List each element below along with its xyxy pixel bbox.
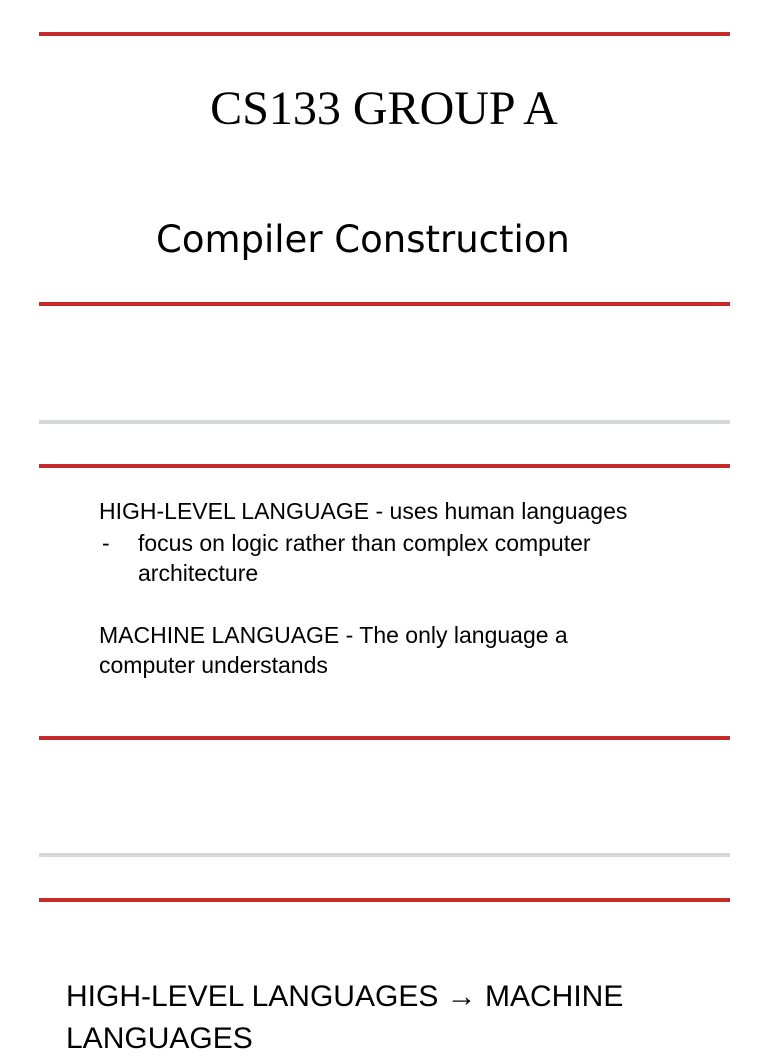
- bullet-text-line1: focus on logic rather than complex computer: [138, 530, 591, 556]
- high-level-language-line: HIGH-LEVEL LANGUAGE - uses human languages: [99, 498, 628, 524]
- machine-language-line2: computer understands: [99, 652, 328, 678]
- bullet-text-line2: architecture: [138, 560, 259, 586]
- slide3-heading-line1: HIGH-LEVEL LANGUAGES → MACHINE: [66, 980, 624, 1013]
- slide2-top-rule: [39, 464, 730, 468]
- bullet-dash: -: [102, 530, 110, 556]
- slide1-top-rule: [39, 32, 730, 36]
- slide2-bottom-rule: [39, 736, 730, 740]
- slide1-bottom-rule: [39, 302, 730, 306]
- slide3-heading: [66, 976, 623, 1060]
- slide3-heading-line2: LANGUAGES: [66, 1022, 253, 1055]
- slide3-top-rule: [39, 898, 730, 902]
- slide-subtitle: Compiler Construction: [156, 218, 570, 261]
- slide-title: CS133 GROUP A: [210, 82, 558, 135]
- slide-separator: [39, 853, 730, 857]
- slide-separator: [39, 420, 730, 424]
- machine-language-line1: MACHINE LANGUAGE - The only language a: [99, 622, 568, 648]
